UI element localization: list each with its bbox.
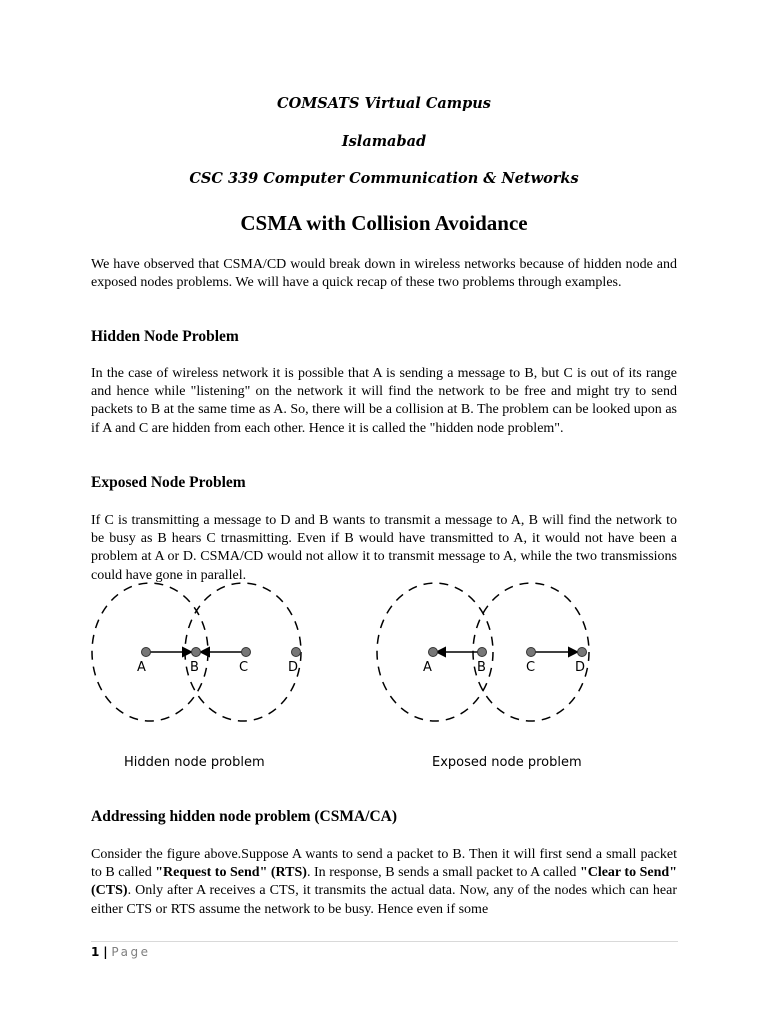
node-c [242, 648, 251, 657]
node-b-right [478, 648, 487, 657]
csma-ca-paragraph [91, 846, 677, 919]
csma-ca-text-3: . Only after A receives a CTS, it transmits the actual data. Now, any of the nodes which can hear either CTS or RTS assume the network to be busy. Hence even if some [91, 883, 677, 917]
label-d: D [288, 660, 299, 675]
csma-ca-heading: Addressing hidden node problem (CSMA/CA) [91, 808, 398, 825]
intro-paragraph: We have observed that CSMA/CD would break down in wireless networks because of hidden node and exposed nodes problems. We will have a quick recap of these two problems through examples. [91, 257, 677, 291]
label-b-right: B [477, 660, 486, 675]
node-b [192, 648, 201, 657]
csma-ca-text-1: Consider the figure above.Suppose A wants to send a packet to B. Then it will first send a small packet to B called [91, 847, 677, 881]
node-d [292, 648, 301, 657]
cts-term: "Clear to Send" (CTS) [91, 865, 677, 899]
campus-city: Islamabad [341, 133, 427, 150]
page-number: 1 [91, 945, 100, 959]
label-d-right: D [575, 660, 586, 675]
csma-ca-text-2: . In response, B sends a small packet to A called [306, 865, 580, 881]
label-a: A [137, 660, 146, 675]
node-d-right [578, 648, 587, 657]
node-problem-figure [0, 578, 768, 778]
footer-divider [91, 941, 678, 942]
exposed-node-caption: Exposed node problem [432, 755, 582, 770]
node-a-right [429, 648, 438, 657]
document-title: CSMA with Collision Avoidance [240, 211, 528, 235]
exposed-node-diagram [377, 583, 589, 770]
course-title: CSC 339 Computer Communication & Networks [189, 170, 579, 187]
hidden-node-paragraph: In the case of wireless network it is possible that A is sending a message to B, but C is out of its range and hence while "listening" on the network it will find the network to be free and might try to send packets to B at the same time as A. So, there will be a collision at B. The problem can be looked upon as if A and C are hidden from each other. Hence it is called the "hidden node problem". [91, 366, 677, 436]
rts-term: "Request to Send" (RTS) [155, 865, 307, 881]
hidden-node-diagram [92, 583, 301, 770]
label-a-right: A [423, 660, 432, 675]
page-footer [91, 944, 150, 960]
node-a [142, 648, 151, 657]
hidden-node-heading: Hidden Node Problem [91, 328, 239, 345]
node-c-right [527, 648, 536, 657]
label-c-right: C [526, 660, 536, 675]
footer-separator: | [103, 945, 108, 959]
label-b: B [190, 660, 199, 675]
label-c: C [239, 660, 249, 675]
page-label: Page [111, 945, 151, 959]
campus-name: COMSATS Virtual Campus [277, 95, 491, 112]
exposed-node-heading: Exposed Node Problem [91, 474, 246, 491]
exposed-node-paragraph: If C is transmitting a message to D and B wants to transmit a message to A, B will find the network to be busy as B hears C trnasmitting. Even if B would have transmitted to A, it would not have been a problem at A or D. CSMA/CD would not allow it to transmit message to A, while the two transmissions could have gone in parallel. [91, 513, 677, 583]
hidden-node-caption: Hidden node problem [124, 755, 265, 770]
